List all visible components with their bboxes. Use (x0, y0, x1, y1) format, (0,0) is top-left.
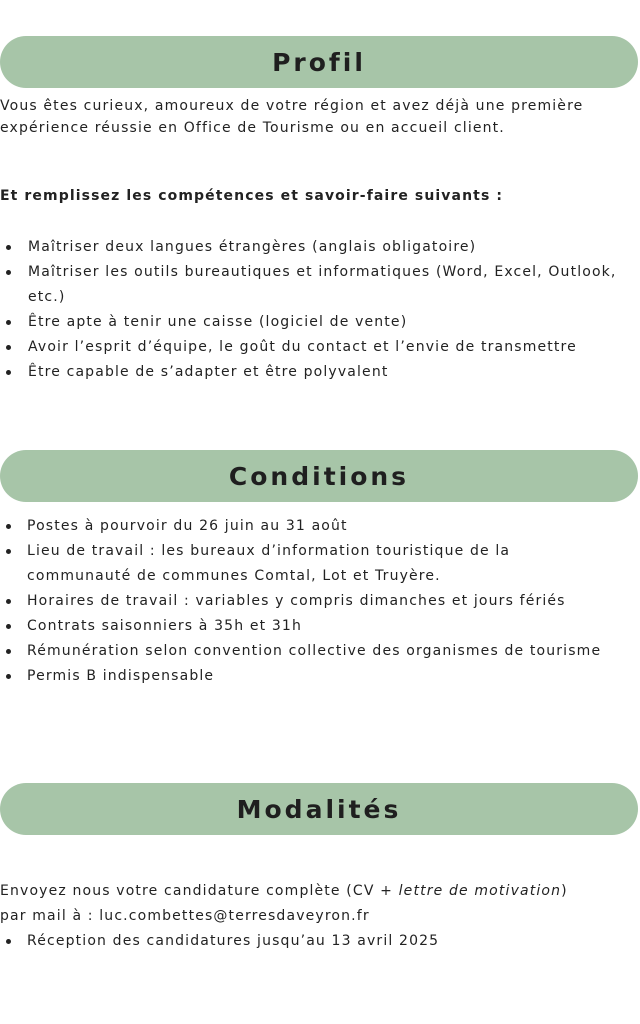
modalites-heading: Modalités (236, 794, 402, 824)
modalites-text-part2: ) par mail à : luc.combettes@terresdaveyron.fr (0, 883, 568, 924)
modalites-text (0, 879, 600, 929)
list-item: Postes à pourvoir du 26 juin au 31 août (0, 514, 620, 539)
modalites-text-part1: Envoyez nous votre candidature complète (CV + (0, 883, 399, 899)
modalites-banner (0, 783, 638, 835)
conditions-list (0, 514, 620, 689)
list-item: Lieu de travail : les bureaux d’information touristique de la communauté de communes Comtal, Lot et Truyère. (0, 539, 620, 589)
profil-intro: Vous êtes curieux, amoureux de votre région et avez déjà une première expérience réussie en Office de Tourisme ou en accueil client. (0, 98, 584, 136)
modalites-text-italic: lettre de motivation (398, 883, 562, 899)
list-item: Réception des candidatures jusqu’au 13 avril 2025 (0, 929, 620, 954)
list-item: Rémunération selon convention collective des organismes de tourisme (0, 639, 620, 664)
skills-title: Et remplissez les compétences et savoir-faire suivants : (0, 188, 504, 204)
list-item: Avoir l’esprit d’équipe, le goût du contact et l’envie de transmettre (0, 335, 636, 360)
conditions-heading: Conditions (228, 461, 410, 491)
profil-heading: Profil (272, 47, 366, 77)
list-item: Maîtriser les outils bureautiques et informatiques (Word, Excel, Outlook, etc.) (0, 260, 636, 310)
profil-list (0, 235, 636, 385)
list-item: Être capable de s’adapter et être polyvalent (0, 360, 636, 385)
list-item: Contrats saisonniers à 35h et 31h (0, 614, 620, 639)
conditions-banner (0, 450, 638, 502)
profil-banner (0, 36, 638, 88)
list-item: Être apte à tenir une caisse (logiciel de vente) (0, 310, 636, 335)
list-item: Maîtriser deux langues étrangères (anglais obligatoire) (0, 235, 636, 260)
list-item: Permis B indispensable (0, 664, 620, 689)
modalites-list (0, 929, 620, 954)
list-item: Horaires de travail : variables y compris dimanches et jours fériés (0, 589, 620, 614)
